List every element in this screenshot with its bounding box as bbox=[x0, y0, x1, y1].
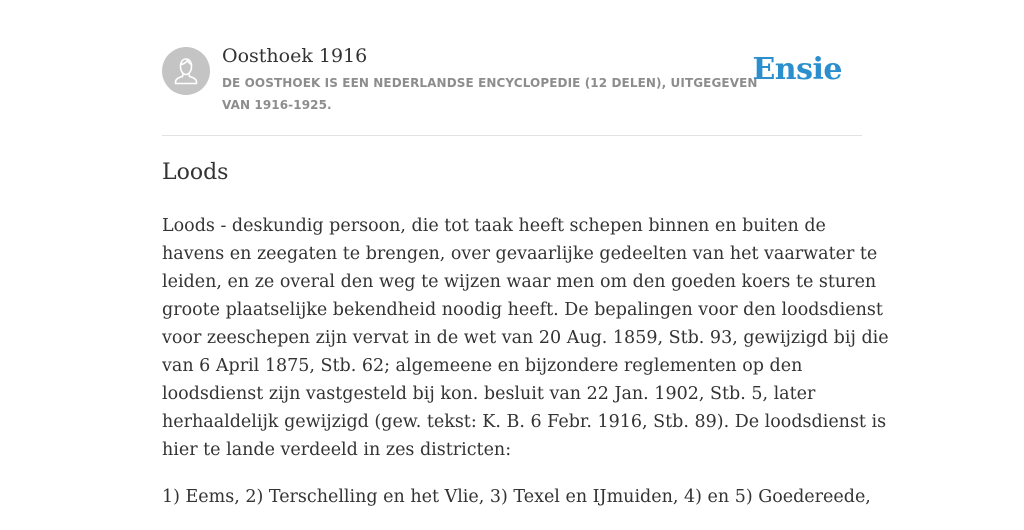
text-line: leiden, en ze overal den weg te wijzen waar men om den goeden koers te sturen bbox=[162, 272, 877, 292]
entry-title: Loods bbox=[162, 160, 229, 185]
text-line: 1) Eems, 2) Terschelling en het Vlie, 3) Texel en IJmuiden, 4) en 5) Goedereede, bbox=[162, 487, 871, 507]
text-line: havens en zeegaten te brengen, over gevaarlijke gedeelten van het vaarwater te bbox=[162, 244, 878, 264]
publication-header bbox=[162, 0, 862, 136]
article-container bbox=[162, 0, 889, 507]
publication-title[interactable]: Oosthoek 1916 bbox=[222, 45, 368, 67]
text-line: hier te lande verdeeld in zes districten: bbox=[162, 440, 512, 460]
text-line: herhaaldelijk gewijzigd (gew. tekst: K. B. 6 Febr. 1916, Stb. 89). De loodsdienst is bbox=[162, 412, 887, 432]
text-line: van 6 April 1875, Stb. 62; algemeene en bijzondere reglementen op den bbox=[162, 356, 803, 376]
user-icon bbox=[162, 47, 210, 95]
text-line: groote plaatselijke bekendheid noodig heeft. De bepalingen voor den loodsdienst bbox=[162, 300, 883, 320]
brand-logo[interactable]: Ensie bbox=[752, 52, 842, 87]
entry-body bbox=[162, 212, 889, 530]
text-line: loodsdienst zijn vastgesteld bij kon. besluit van 22 Jan. 1902, Stb. 5, later bbox=[162, 384, 816, 404]
text-line: voor zeeschepen zijn vervat in de wet van 20 Aug. 1859, Stb. 93, gewijzigd bij die bbox=[162, 328, 889, 348]
publication-description: DE OOSTHOEK IS EEN NEDERLANDSE ENCYCLOPEDIE (12 DELEN), UITGEGEVEN VAN 1916-1925. bbox=[222, 76, 758, 112]
entry-paragraph-2 bbox=[162, 483, 871, 511]
avatar[interactable] bbox=[162, 47, 210, 95]
text-line: Loods - deskundig persoon, die tot taak heeft schepen binnen en buiten de bbox=[162, 216, 826, 236]
entry-paragraph-1 bbox=[162, 212, 889, 464]
